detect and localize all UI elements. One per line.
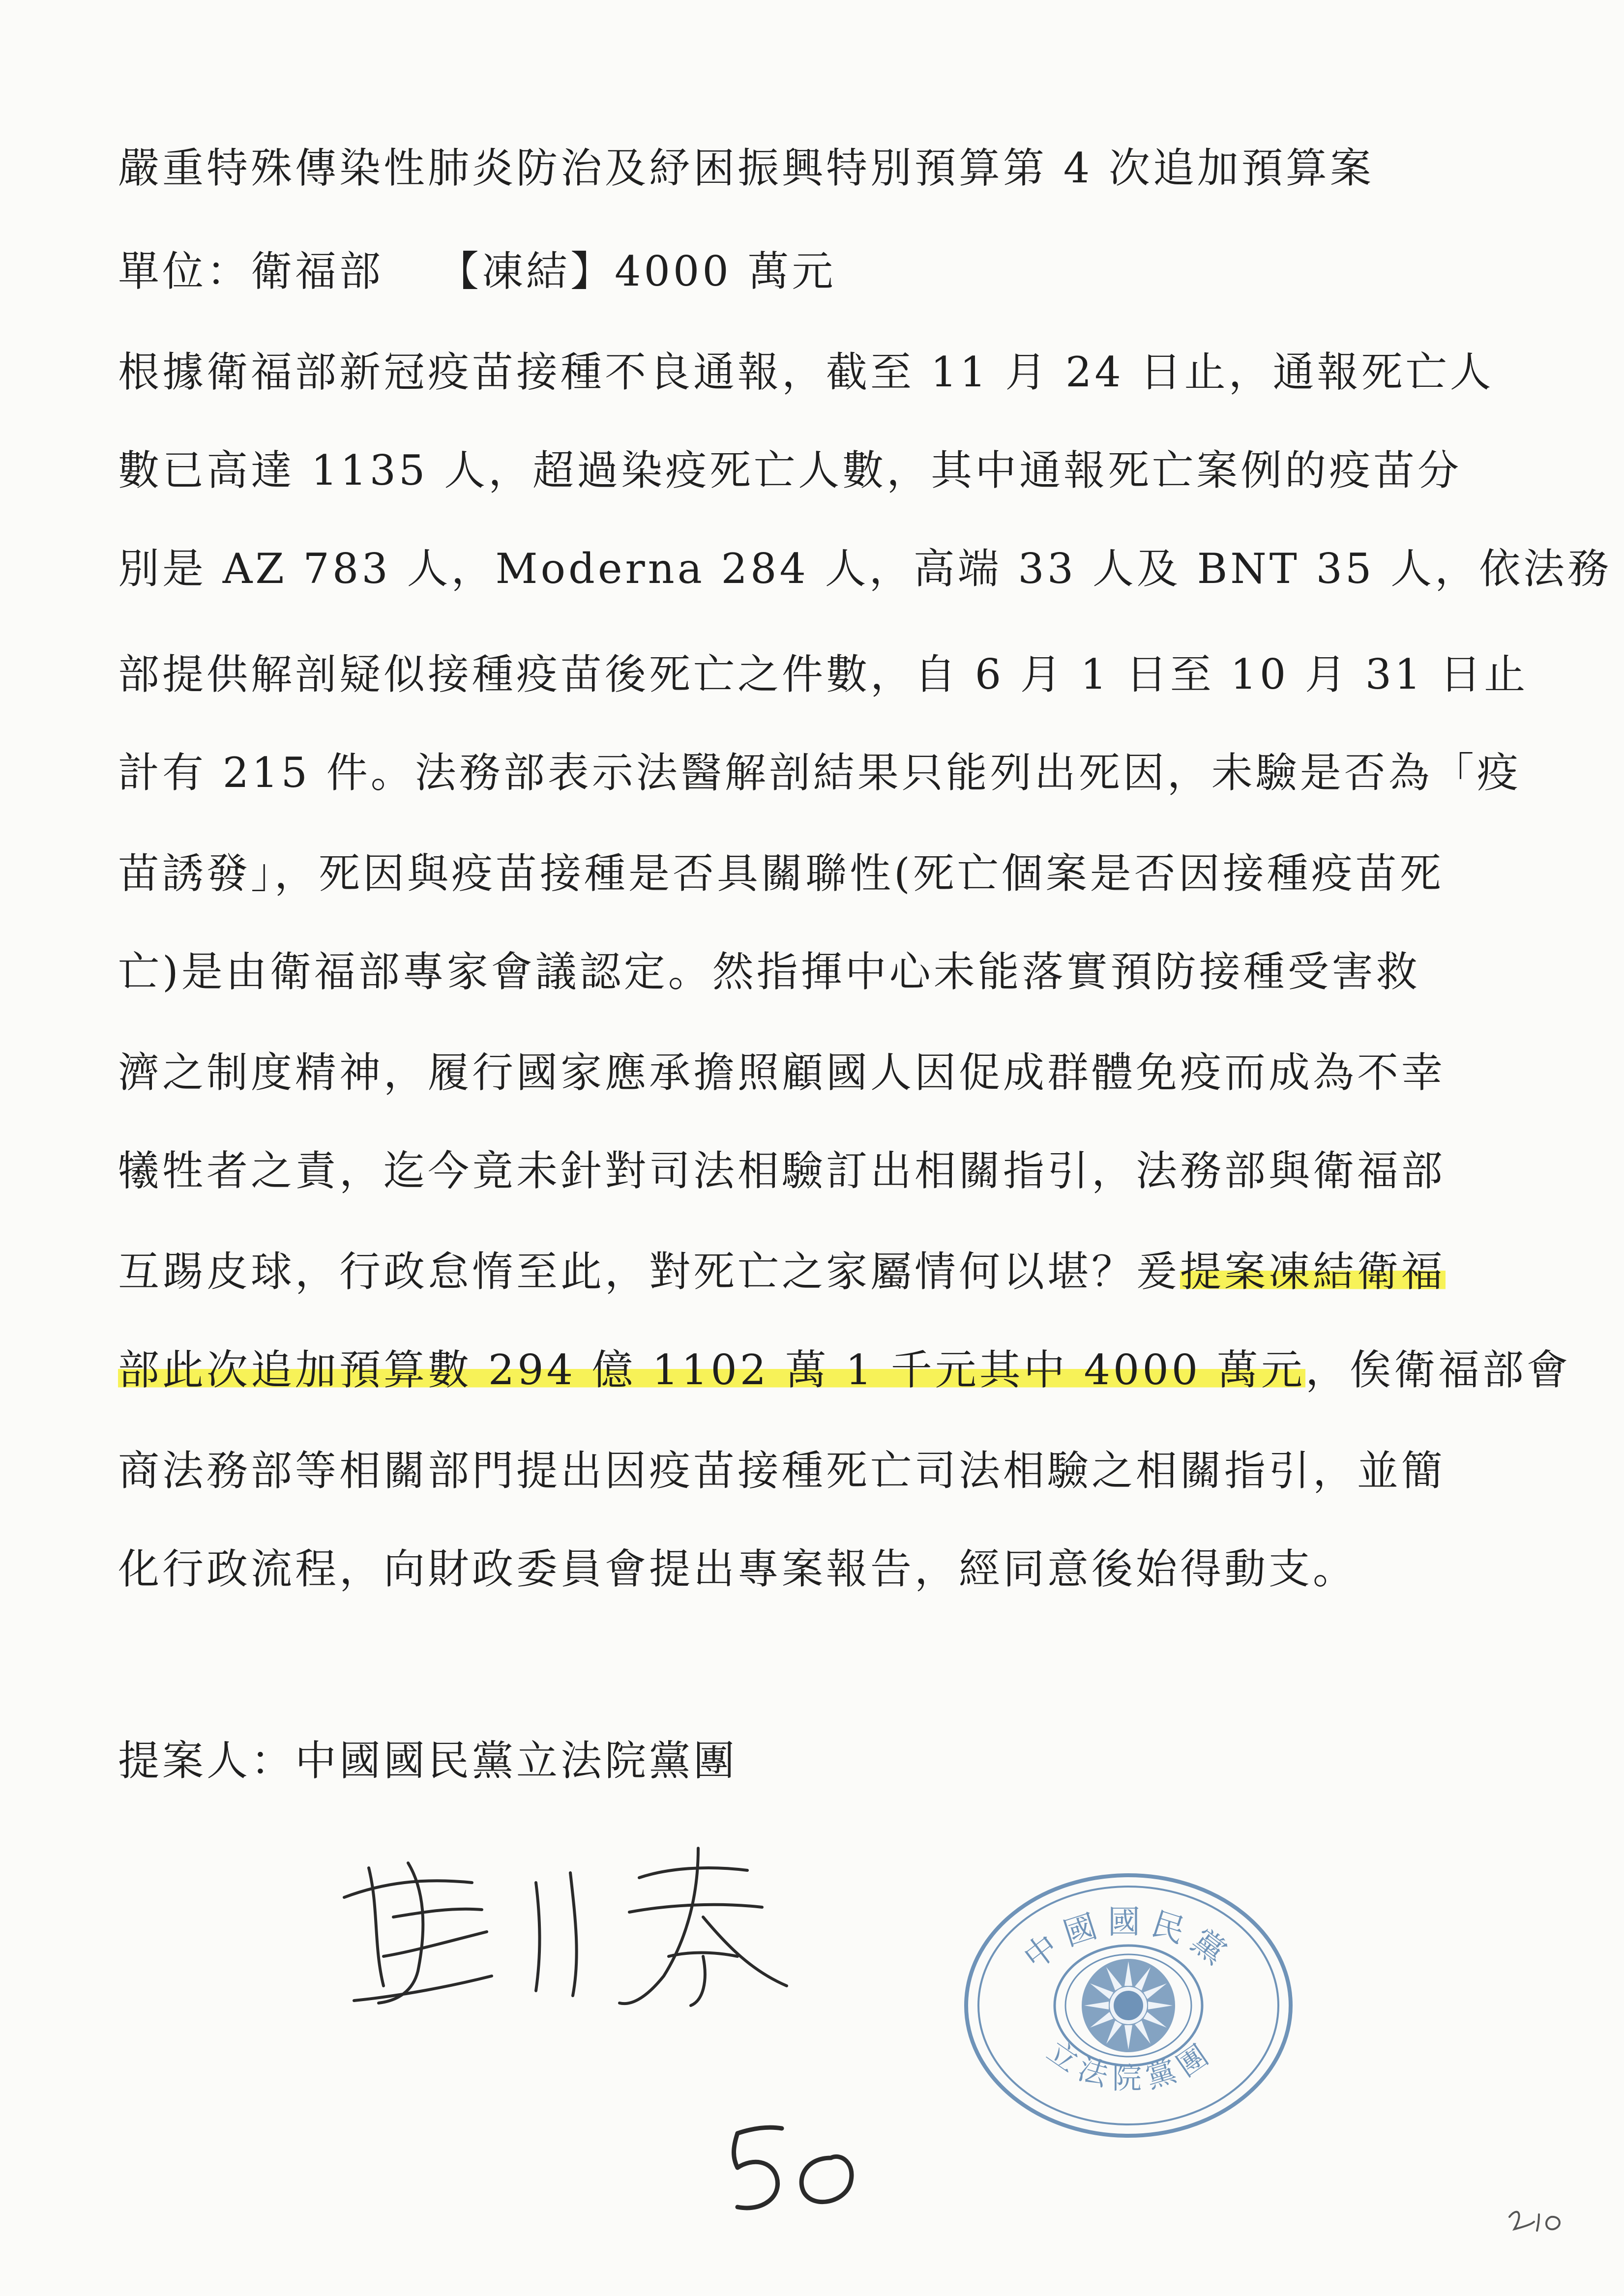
- handwritten-signature: [325, 1809, 856, 2015]
- handwritten-page-number: [718, 2114, 875, 2222]
- unit-label: 單位：衛福部: [118, 247, 384, 295]
- unit-line: [118, 247, 836, 295]
- body-line: 犧牲者之責，迄今竟未針對司法相驗訂出相關指引，法務部與衛福部: [118, 1147, 1446, 1195]
- body-line: 亡)是由衛福部專家會議認定。然指揮中心未能落實預防接種受害救: [118, 948, 1420, 996]
- body-line-with-highlight: [118, 1346, 1571, 1394]
- seal-bottom-text: 立法院黨團: [1040, 2034, 1221, 2096]
- body-line: 互踢皮球，行政怠惰至此，對死亡之家屬情何以堪？爰: [118, 1248, 1181, 1296]
- document-title: 嚴重特殊傳染性肺炎防治及紓困振興特別預算第 4 次追加預算案: [118, 144, 1374, 192]
- closing-line: 化行政流程，向財政委員會提出專案報告，經同意後始得動支。: [118, 1545, 1358, 1593]
- closing-line: 商法務部等相關部門提出因疫苗接種死亡司法相驗之相關指引，並簡: [118, 1447, 1446, 1495]
- body-line: 苗誘發」，死因與疫苗接種是否具關聯性(死亡個案是否因接種疫苗死: [118, 849, 1444, 898]
- body-line: 根據衛福部新冠疫苗接種不良通報，截至 11 月 24 日止，通報死亡人: [118, 348, 1494, 396]
- body-line: 部提供解剖疑似接種疫苗後死亡之件數，自 6 月 1 日至 10 月 31 日止: [118, 650, 1529, 698]
- corner-mark: [1505, 2202, 1573, 2237]
- proposer-line: 提案人：中國國民黨立法院黨團: [118, 1737, 738, 1785]
- seal-top-text: 中國國民黨: [1016, 1903, 1240, 1977]
- body-line: 濟之制度精神，履行國家應承擔照顧國人因促成群體免疫而成為不幸: [118, 1048, 1446, 1097]
- body-line-continuation: ，俟衛福部會: [1305, 1346, 1571, 1394]
- body-line: 計有 215 件。法務部表示法醫解剖結果只能列出死因，未驗是否為「疫: [118, 749, 1521, 797]
- body-line: 別是 AZ 783 人，Moderna 284 人，高端 33 人及 BNT 35 人，依法務: [118, 545, 1612, 593]
- highlighted-proposal-amount: 部此次追加預算數 294 億 1102 萬 1 千元其中 4000 萬元: [118, 1346, 1305, 1394]
- highlighted-proposal-start: 提案凍結衛福: [1180, 1248, 1446, 1296]
- body-line: 數已高達 1135 人，超過染疫死亡人數，其中通報死亡案例的疫苗分: [118, 446, 1462, 494]
- freeze-amount: 【凍結】4000 萬元: [438, 247, 836, 295]
- body-line-with-highlight: [118, 1248, 1446, 1296]
- party-seal: [959, 1868, 1298, 2143]
- party-emblem-icon: [1082, 1959, 1175, 2052]
